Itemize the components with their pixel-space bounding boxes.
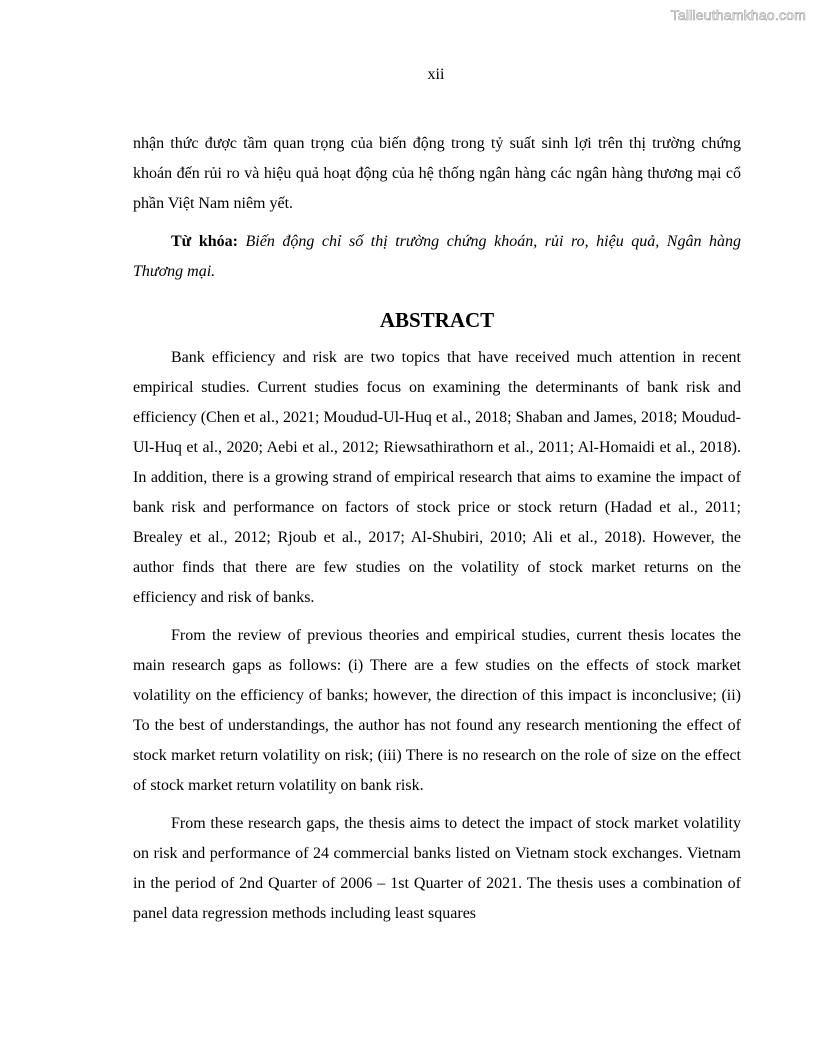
vietnamese-summary-paragraph: nhận thức được tầm quan trọng của biến động trong tỷ suất sinh lợi trên thị trường chứng khoán đến rủi ro và hiệu quả hoạt động của hệ thống ngân hàng các ngân hàng thương mại cổ phần Việt Nam niêm yết. [133,135,741,212]
abstract-paragraph-1: Bank efficiency and risk are two topics that have received much attention in recent empirical studies. Current studies focus on examining the determinants of bank risk and efficiency (Chen et al., 2021; Moudud-Ul-Huq et al., 2018; Shaban and James, 2018; Moudud- Ul-Huq et al., 2020; Aebi et al., 2012; Riewsathirathorn et al., 2011; Al-Homaidi et al., 2018). In addition, there is a growing strand of empirical research that aims to examine the impact of bank risk and performance on factors of stock price or stock return (Hadad et al., 2011; Brealey et al., 2012; Rjoub et al., 2017; Al-Shubiri, 2010; Ali et al., 2018). However, the author finds that there are few studies on the volatility of stock market returns on the efficiency and risk of banks. [133,349,741,606]
watermark: Tailieuthamkhao.com [670,7,806,23]
keywords-paragraph [133,227,741,287]
page-number: xii [427,66,445,83]
document-body [133,129,741,929]
keywords-label: Từ khóa: [171,233,238,250]
abstract-paragraph-3: From these research gaps, the thesis aims to detect the impact of stock market volatility on risk and performance of 24 commercial banks listed on Vietnam stock exchanges. Vietnam in the period of 2nd Quarter of 2006 – 1st Quarter of 2021. The thesis uses a combination of panel data regression methods including least squares [133,815,741,922]
keywords-text: Biến động chỉ số thị trường chứng khoán, rủi ro, hiệu quả, Ngân hàng Thương mại. [133,233,742,280]
abstract-paragraph-2: From the review of previous theories and empirical studies, current thesis locates the main research gaps as follows: (i) There are a few studies on the effects of stock market volatility on the efficiency of banks; however, the direction of this impact is inconclusive; (ii) To the best of understandings, the author has not found any research mentioning the effect of stock market return volatility on risk; (iii) There is no research on the role of size on the effect of stock market return volatility on bank risk. [133,627,741,794]
abstract-heading: ABSTRACT [379,308,495,332]
